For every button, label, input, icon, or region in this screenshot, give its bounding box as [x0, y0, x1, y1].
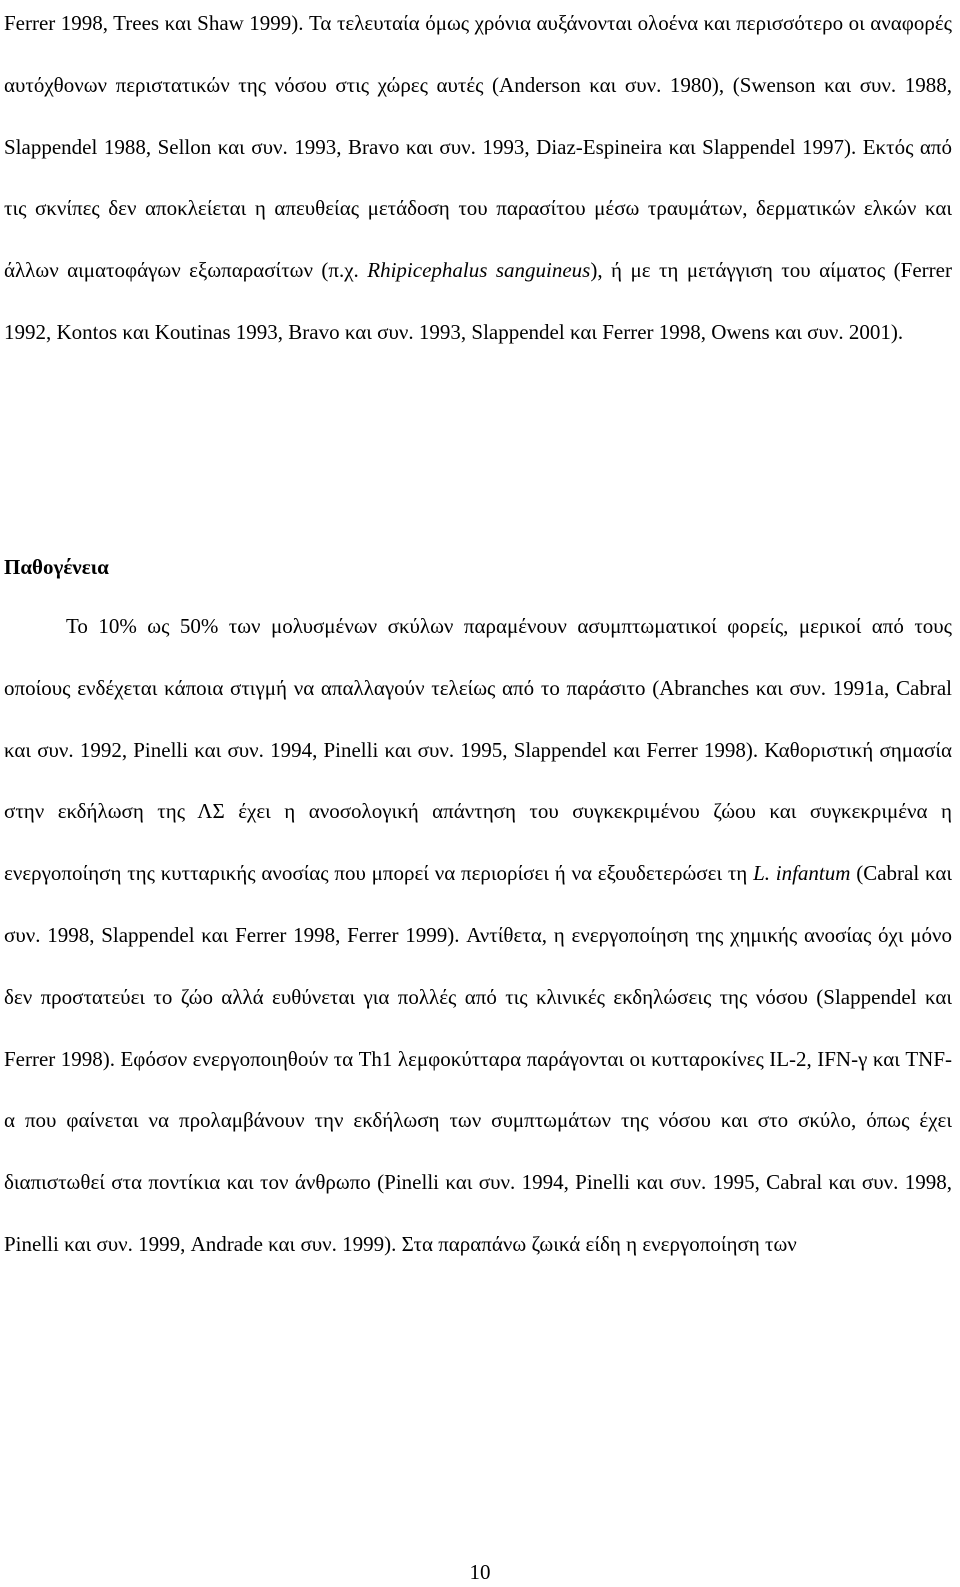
paragraph-text: (Cabral και συν. 1998, Slappendel και Ferrer 1998, Ferrer 1999). Αντίθετα, η ενεργοποίηση της χημικής ανοσίας όχι μόνο δεν προστατεύει το ζώο αλλά ευθύνεται για πολλές από τις κλινικές εκδηλώσεις της νόσου (Slappendel και Ferrer 1998). Εφόσον ενεργοποιηθούν τα Th1 λεμφοκύτταρα παράγονται οι κυτταροκίνες IL-2, IFN-γ και TNF-α που φαίνεται να προλαμβάνουν την εκδήλωση των συμπτωμάτων της νόσου και στο σκύλο, όπως έχει διαπιστωθεί στα ποντίκια και τον άνθρωπο (Pinelli και συν. 1994, Pinelli και συν. 1995, Cabral και συν. 1998, Pinelli και συν. 1999, Andrade και συν. 1999). Στα παραπάνω ζωικά είδη η ενεργοποίηση των — [4, 861, 952, 1256]
paragraph-text: Το 10% ως 50% των μολυσμένων σκύλων παραμένουν ασυμπτωματικοί φορείς, μερικοί από τους οποίους ενδέχεται κάποια στιγμή να απαλλαγούν τελείως από το παράσιτο (Abranches και συν. 1991a, Cabral και συν. 1992, Pinelli και συν. 1994, Pinelli και συν. 1995, Slappendel και Ferrer 1998). Καθοριστική σημασία στην εκδήλωση της ΛΣ έχει η ανοσολογική απάντηση του συγκεκριμένου ζώου και συγκεκριμένα η ενεργοποίηση της κυτταρικής ανοσίας που μπορεί να περιορίσει ή να εξουδετερώσει τη — [4, 614, 952, 886]
species-name: Rhipicephalus sanguineus — [367, 258, 591, 283]
document-page — [4, 0, 952, 1256]
species-name: L. infantum — [753, 861, 851, 886]
paragraph-text: Ferrer 1998, Trees και Shaw 1999). Τα τελευταία όμως χρόνια αυξάνονται ολοένα και περισσότερο οι αναφορές αυτόχθονων περιστατικών της νόσου στις χώρες αυτές (Anderson και συν. 1980), (Swenson και συν. 1988, Slappendel 1988, Sellon και συν. 1993, Bravo και συν. 1993, Diaz-Espineira και Slappendel 1997). Εκτός από τις σκνίπες δεν αποκλείεται η απευθείας μετάδοση του παρασίτου μέσω τραυμάτων, δερματικών ελκών και άλλων αιματοφάγων εξωπαρασίτων (π.χ. — [4, 11, 952, 283]
section-heading: Παθογένεια — [4, 555, 109, 579]
paragraph-text: ), ή με τη μετάγγιση του αίματος (Ferrer 1992, Kontos και Koutinas 1993, Bravo και συν. 1993, Slappendel και Ferrer 1998, Owens και συν. 2001). — [4, 258, 952, 344]
page-number: 10 — [469, 1560, 491, 1584]
paragraph-transmission — [4, 0, 952, 364]
paragraph-pathogenesis — [4, 596, 952, 1276]
